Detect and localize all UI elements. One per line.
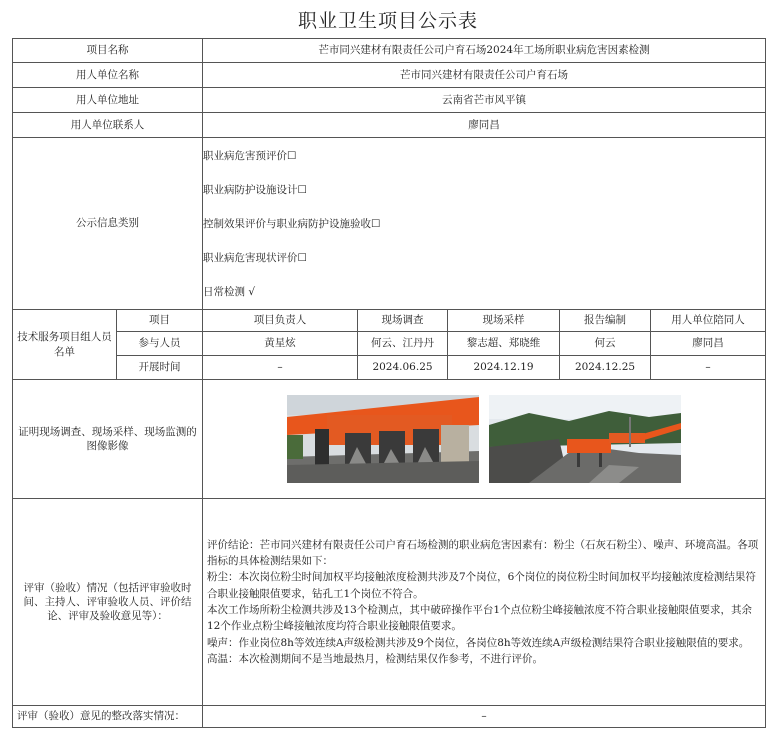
participant-sampling: 黎志超、郑晓维 xyxy=(448,332,560,356)
team-header-sampling: 现场采样 xyxy=(448,310,560,332)
notice-table xyxy=(12,38,766,728)
category-item-pre-evaluation: 职业病危害预评价☐ xyxy=(203,149,297,162)
category-item-protection-design: 职业病防护设施设计☐ xyxy=(203,183,307,196)
date-survey: 2024.06.25 xyxy=(358,356,448,380)
review-noise: 噪声：作业岗位8h等效连续A声级检测共涉及9个岗位，各岗位8h等效连续A声级检测结果符合职业接触限值的要求。 xyxy=(207,636,750,649)
images-label: 证明现场调查、现场采样、现场监测的图像影像 xyxy=(13,380,203,499)
page-title: 职业卫生项目公示表 xyxy=(297,10,478,32)
row-category xyxy=(13,138,766,310)
employer-contact-value: 廖同昌 xyxy=(203,113,766,138)
participant-survey: 何云、江丹丹 xyxy=(358,332,448,356)
review-conclusion: 评价结论：芒市同兴建材有限责任公司户育石场检测的职业病危害因素有：粉尘（石灰石粉尘）、噪声、环境高温。各项指标的具体检测结果如下： xyxy=(207,538,759,568)
row-review xyxy=(13,499,766,706)
team-header-lead: 项目负责人 xyxy=(203,310,358,332)
employer-address-value: 云南省芒市风平镇 xyxy=(203,88,766,113)
participant-lead: 黄星炫 xyxy=(203,332,358,356)
rectification-value: – xyxy=(203,706,766,728)
category-item-control-evaluation: 控制效果评价与职业病防护设施验收☐ xyxy=(203,217,381,230)
row-employer-address xyxy=(13,88,766,113)
employer-name-value: 芒市同兴建材有限责任公司户育石场 xyxy=(203,63,766,88)
participant-report: 何云 xyxy=(560,332,651,356)
date-report: 2024.12.25 xyxy=(560,356,651,380)
team-header-report: 报告编制 xyxy=(560,310,651,332)
rectification-label: 评审（验收）意见的整改落实情况： xyxy=(13,706,203,728)
site-photo-2 xyxy=(489,395,681,483)
category-item-status-evaluation: 职业病危害现状评价☐ xyxy=(203,251,307,264)
row-rectification xyxy=(13,706,766,728)
project-name-value: 芒市同兴建材有限责任公司户育石场2024年工场所职业病危害因素检测 xyxy=(203,39,766,63)
team-header-survey: 现场调查 xyxy=(358,310,448,332)
review-dust-peak: 本次工作场所粉尘检测共涉及13个检测点，其中破碎操作平台1个点位粉尘峰接触浓度不符合职业接触限值要求，其余12个作业点粉尘峰接触浓度均符合职业接触限值要求。 xyxy=(207,604,753,633)
images-cell xyxy=(203,380,766,499)
category-label: 公示信息类别 xyxy=(13,138,203,310)
photo-gallery xyxy=(207,395,761,483)
participant-escort: 廖同昌 xyxy=(651,332,766,356)
employer-contact-label: 用人单位联系人 xyxy=(13,113,203,138)
category-item-routine-testing: 日常检测 √ xyxy=(203,285,256,298)
category-list xyxy=(203,138,766,310)
date-lead: – xyxy=(203,356,358,380)
row-employer-name xyxy=(13,63,766,88)
row-team-headers xyxy=(13,310,766,332)
participants-label: 参与人员 xyxy=(117,332,203,356)
review-label: 评审（验收）情况（包括评审验收时间、主持人、评审验收人员、评价结论、评审及验收意见等）： xyxy=(13,499,203,706)
review-content xyxy=(203,499,766,706)
row-images xyxy=(13,380,766,499)
row-team-participants xyxy=(13,332,766,356)
team-label: 技术服务项目组人员名单 xyxy=(13,310,117,380)
row-employer-contact xyxy=(13,113,766,138)
team-header-escort: 用人单位陪同人 xyxy=(651,310,766,332)
employer-name-label: 用人单位名称 xyxy=(13,63,203,88)
date-sampling: 2024.12.19 xyxy=(448,356,560,380)
review-dust-twa: 粉尘：本次岗位粉尘时间加权平均接触浓度检测共涉及7个岗位，6个岗位的岗位粉尘时间加权平均接触浓度检测结果符合职业接触限值要求，钻孔工1个岗位不符合。 xyxy=(207,571,756,600)
row-team-dates xyxy=(13,356,766,380)
project-name-label: 项目名称 xyxy=(13,39,203,63)
employer-address-label: 用人单位地址 xyxy=(13,88,203,113)
row-project-name xyxy=(13,39,766,63)
review-heat: 高温：本次检测期间不是当地最热月，检测结果仅作参考，不进行评价。 xyxy=(207,652,543,665)
site-photo-1 xyxy=(287,395,479,483)
team-header-item: 项目 xyxy=(117,310,203,332)
dates-label: 开展时间 xyxy=(117,356,203,380)
date-escort: – xyxy=(651,356,766,380)
